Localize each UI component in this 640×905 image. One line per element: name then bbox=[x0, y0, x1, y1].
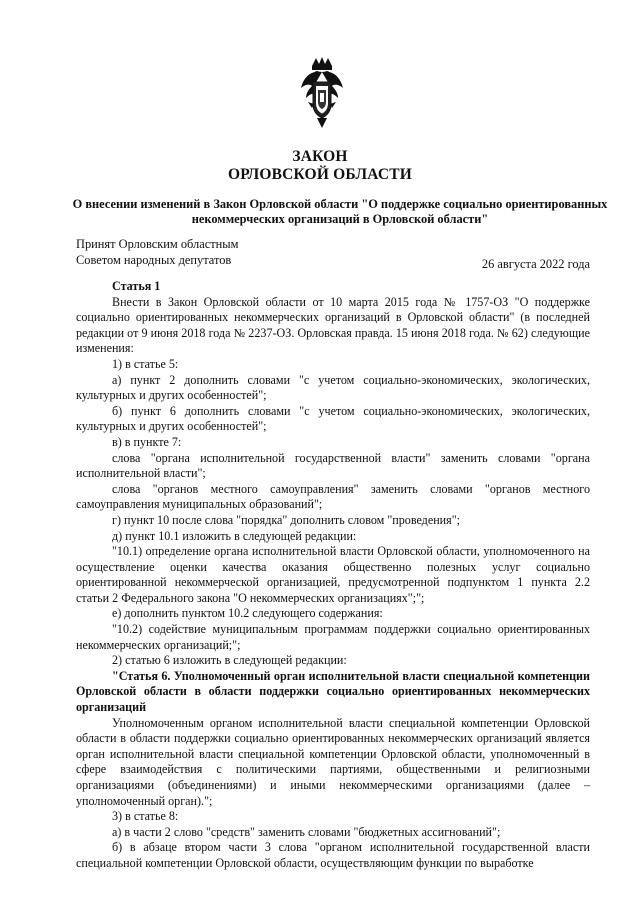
paragraph: а) в части 2 слово "средств" заменить словами "бюджетных ассигнований"; bbox=[112, 824, 501, 839]
article-6-heading: "Статья 6. Уполномоченный орган исполнительной власти специальной компетенции Орловской области в области поддержки социально ориентированных некоммерческих организаций bbox=[76, 668, 590, 715]
law-title: ЗАКОН bbox=[292, 148, 348, 165]
paragraph: а) пункт 2 дополнить словами "с учетом социально-экономических, экологических, культурных и других особенностей"; bbox=[76, 372, 590, 403]
paragraph: Уполномоченным органом исполнительной власти специальной компетенции Орловской области в области поддержки социально ориентированных некоммерческих организаций является орган исполнительной власти специальной компетенции Орловской области, уполномоченный в сфере взаимодействия с политическими партиями, общественными и религиозными организациями (объединениями) и иными некоммерческими организациями (далее – уполномоченный орган)."; bbox=[76, 715, 590, 808]
coat-of-arms-emblem bbox=[298, 56, 346, 132]
adoption-date: 26 августа 2022 года bbox=[481, 257, 590, 271]
adoption-info bbox=[76, 236, 238, 268]
paragraph: д) пункт 10.1 изложить в следующей редакции: bbox=[112, 528, 357, 543]
paragraph: б) пункт 6 дополнить словами "с учетом социально-экономических, экологических, культурных и других особенностей"; bbox=[76, 403, 590, 434]
paragraph: слова "органа исполнительной государственной власти" заменить словами "органа исполнительной власти"; bbox=[76, 450, 590, 481]
paragraph: е) дополнить пунктом 10.2 следующего содержания: bbox=[112, 606, 383, 621]
article-heading: Статья 1 bbox=[112, 279, 161, 293]
document-body bbox=[76, 279, 590, 872]
law-region-title: ОРЛОВСКОЙ ОБЛАСТИ bbox=[227, 166, 413, 183]
paragraph: в) в пункте 7: bbox=[112, 434, 182, 449]
law-subtitle: О внесении изменений в Закон Орловской области "О поддержке социально ориентированных некоммерческих организаций в Орловской области" bbox=[72, 197, 608, 226]
paragraph: слова "органов местного самоуправления" заменить словами "органов местного самоуправления муниципальных образований"; bbox=[76, 481, 590, 512]
paragraph: 2) статью 6 изложить в следующей редакции: bbox=[112, 653, 347, 668]
paragraph: "10.2) содействие муниципальным программам поддержки социально ориентированных некоммерческих организаций;"; bbox=[76, 622, 590, 652]
adoption-line-2: Советом народных депутатов bbox=[76, 253, 232, 267]
paragraph: "10.1) определение органа исполнительной власти Орловской области, уполномоченного на осуществление оценки качества оказания общественно полезных услуг социально ориентированной некоммерческой организацией, предусмотренной подпунктом 1 пункта 2.2 статьи 2 Федерального закона "О некоммерческих организациях";"; bbox=[76, 544, 590, 605]
paragraph: 3) в статье 8: bbox=[112, 809, 179, 824]
adoption-line-1: Принят Орловским областным bbox=[76, 237, 239, 251]
paragraph: Внести в Закон Орловской области от 10 марта 2015 года № 1757-ОЗ "О поддержке социально ориентированных некоммерческих организаций в Орловской области" (в последней редакции от 9 июня 2018 года № 2237-ОЗ. Орловская правда. 15 июня 2018 года. № 62) следующие изменения: bbox=[76, 294, 590, 356]
paragraph: б) в абзаце втором части 3 слова "органом исполнительной государственной власти специальной компетенции Орловской области, осуществляющим функции по выработке bbox=[76, 840, 590, 870]
paragraph: 1) в статье 5: bbox=[112, 356, 179, 371]
paragraph: г) пункт 10 после слова "порядка" дополнить словом "проведения"; bbox=[112, 512, 460, 527]
